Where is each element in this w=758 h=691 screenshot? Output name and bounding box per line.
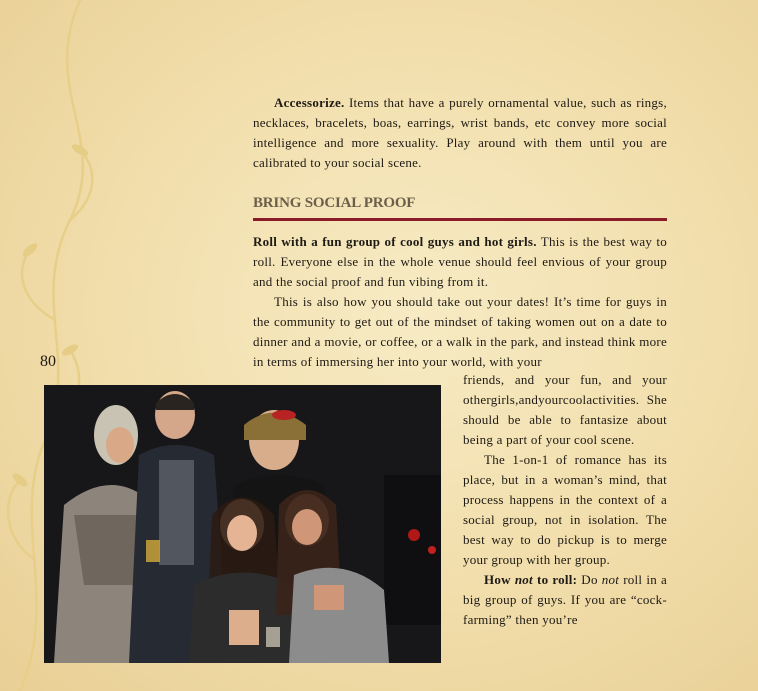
accessorize-lead: Accessorize. bbox=[274, 95, 345, 110]
group-photo bbox=[44, 385, 441, 663]
accessorize-paragraph bbox=[253, 93, 667, 173]
roll-paragraph bbox=[253, 232, 667, 292]
dates-paragraph: This is also how you should take out your dates! It’s time for guys in the community to get out of the mindset of taking women out on a date to dinner and a movie, or coffee, or a walk in the park, and instead think more in terms of immersing her into your world, with your bbox=[253, 294, 667, 369]
accessorize-text: Items that have a purely ornamental value, such as rings, necklaces, bracelets, boas, earrings, wrist bands, etc convey more social intelligence and more sexuality. Play around with them until you are calibrated to your social scene. bbox=[253, 95, 667, 170]
dates-paragraph-continued: friends, and your fun, and your othergirls,andyourcoolactivities. She should be able to fantasize about being a part of your cool scene. bbox=[463, 372, 667, 447]
page-number: 80 bbox=[40, 353, 56, 370]
romance-paragraph: The 1-on-1 of romance has its place, but in a woman’s mind, that process happens in the context of a social group, not in isolation. The best way to do pickup is to merge your group with her group. bbox=[463, 452, 667, 567]
heading-rule bbox=[253, 218, 667, 221]
group-photo-illustration bbox=[44, 385, 441, 663]
how-not-to-roll-paragraph: How not to roll: Do not roll in a big group of guys. If you are “cock-farming” then you’re bbox=[463, 572, 668, 627]
roll-lead: Roll with a fun group of cool guys and hot girls. bbox=[253, 234, 537, 249]
roll-text: This is the best way to roll. Everyone else in the whole venue should feel envious of your group and the social proof and fun vibing from it. bbox=[253, 234, 667, 289]
section-heading: BRING SOCIAL PROOF bbox=[253, 195, 416, 211]
section-body bbox=[253, 232, 667, 372]
side-column bbox=[463, 370, 667, 630]
how-not-lead: How not to roll: bbox=[484, 572, 578, 587]
intro-paragraph-block bbox=[253, 93, 667, 173]
